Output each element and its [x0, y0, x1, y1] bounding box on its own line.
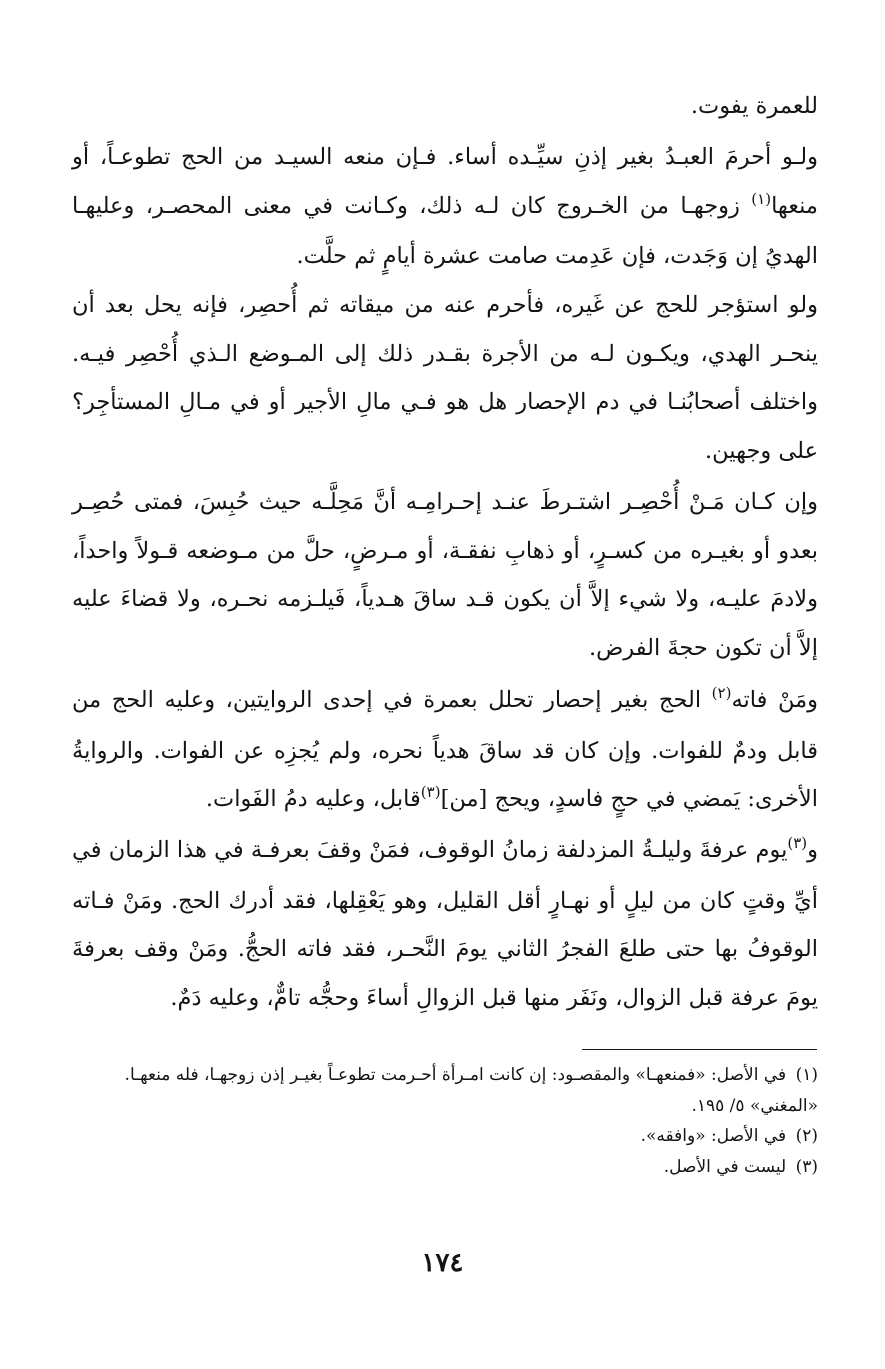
- footnote-number: (٢): [795, 1126, 818, 1146]
- text-segment: قابل، وعليه دمُ الفَوات.: [205, 786, 421, 813]
- text-segment: ولو استؤجر للحج عن غَيره، فأحرم عنه من ميقاته ثم أُحصِر، فإنه يحل بعد أن ينحـر الهدي، ويكـون لـه من الأجرة بقـدر ذلك إلى المـوضع الـذي أُحْصِر فيـه. واختلف أصحابُنـا في دم الإحصار هل هو فـي مالِ الأجير أو في مـالِ المستأجِر؟ على وجهين.: [72, 292, 818, 464]
- paragraph: [72, 826, 818, 1022]
- paragraph-text: [72, 676, 818, 826]
- footnote-separator: [582, 1049, 817, 1050]
- footnote-marker: (٢): [711, 684, 732, 702]
- text-segment: ومَنْ فاته: [731, 687, 818, 713]
- text-segment: ولـو أحرمَ العبـدُ بغير إذنِ سيِّـده أساء. فـإن منعه السيـد من الحج تطوعـاً، أو منعها: [72, 144, 818, 219]
- paragraph: [72, 82, 818, 131]
- footnotes: [72, 1060, 818, 1182]
- text-segment: و: [807, 837, 818, 863]
- footnote: [72, 1152, 818, 1183]
- text-segment: للعمرة يفوت.: [690, 93, 818, 119]
- footnote-number: (١): [795, 1065, 818, 1085]
- footnote-marker: (٣): [420, 783, 441, 802]
- text-segment: الحج بغير إحصار تحلل بعمرة في إحدى الروايتين، وعليه الحج من قابل ودمٌ للفوات. وإن كان قد ساقَ هدياً نحره، ولم يُجزِه عن الفوات. والروايةُ الأخرى: يَمضي في حجٍ فاسدٍ، ويحج [من]: [72, 687, 818, 813]
- paragraph: [72, 133, 818, 281]
- footnote-text: في الأصل: «وافقه».: [640, 1126, 787, 1146]
- page-number: ١٧٤: [421, 1248, 464, 1278]
- paragraph: [72, 281, 818, 475]
- footnote-marker: (١): [751, 189, 772, 208]
- footnote-number: (٣): [795, 1156, 818, 1177]
- footnote-marker: (٣): [787, 834, 808, 852]
- paragraph: [72, 676, 818, 826]
- footnote: [72, 1121, 818, 1152]
- paragraph: [72, 478, 818, 672]
- paragraph-text: [72, 82, 818, 131]
- paragraph-text: [72, 478, 818, 672]
- text-segment: يوم عرفةَ وليلـةُ المزدلفة زمانُ الوقوف، فمَنْ وقفَ بعرفـة في هذا الزمان في أيِّ وقتٍ كان من ليلٍ أو نهـارٍ أقل القليل، وهو يَعْقِلها، فقد أدرك الحج. ومَنْ فـاته الوقوفُ بها حتى طلعَ الفجرُ الثاني يومَ النَّحـر، فقد فاته الحجُّ. ومَنْ وقف بعرفةَ يومَ عرفة قبل الزوال، ونَفَر منها قبل الزوالِ أساءَ وحجُّه تامٌّ، وعليه دَمٌ.: [72, 837, 818, 1011]
- text-segment: زوجهـا من الخـروج كان لـه ذلك، وكـانت في معنى المحصـر، وعليهـا الهديُ إن وَجَدت، فإن عَدِمت صامت عشرة أيامٍ ثم حلَّت.: [72, 192, 818, 270]
- footnote-text: في الأصل: «فمنعهـا» والمقصـود: إن كانت امـرأة أحـرمت تطوعـاً بغيـر إذن زوجهـا، فله منعهـا. «المغني» ٥/ ١٩٥.: [124, 1065, 818, 1116]
- footnote: [72, 1060, 818, 1121]
- footnote-text: ليست في الأصل.: [663, 1156, 787, 1177]
- paragraph-text: [72, 826, 818, 1022]
- paragraph-text: [72, 281, 818, 475]
- text-segment: وإن كـان مَـنْ أُحْصِـر اشتـرطَ عنـد إحـرامِـه أنَّ مَحِلَّـه حيث حُبِسَ، فمتى حُصِـر بعدو أو بغيـره من كسـرٍ، أو ذهابِ نفقـة، أو مـرضٍ، حلَّ من مـوضعه قـولاً واحداً، ولادمَ عليـه، ولا شيء إلاَّ أن يكون قـد ساقَ هـدياً، فَيلـزمه نحـره، ولا قضاءَ عليه إلاَّ أن تكون حجةَ الفرض.: [72, 489, 818, 661]
- paragraph-text: [72, 133, 818, 281]
